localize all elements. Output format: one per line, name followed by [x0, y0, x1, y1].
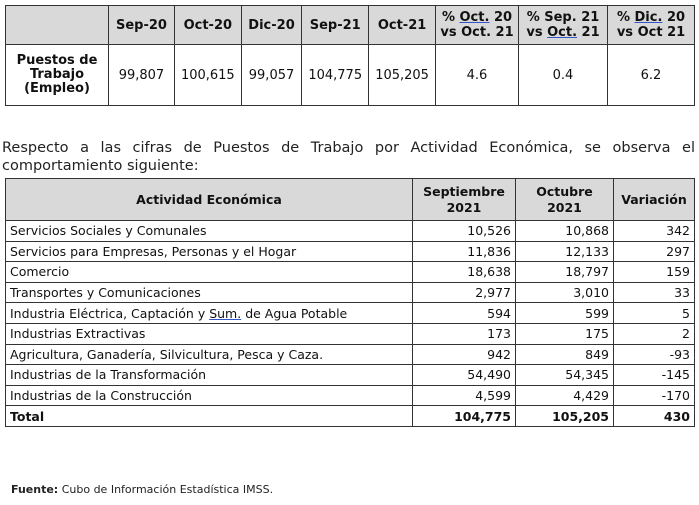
- intro-paragraph: Respecto a las cifras de Puestos de Trabajo por Actividad Económica, se observa el comportamiento siguiente:: [2, 139, 695, 174]
- summary-value-pct-dic: 6.2: [608, 45, 695, 106]
- activity-header-row: [6, 179, 695, 221]
- activity-header-sep: Septiembre 2021: [413, 179, 516, 221]
- summary-value-sep20: 99,807: [109, 45, 175, 106]
- activity-name: Industrias de la Transformación: [6, 365, 413, 386]
- activity-oct-value: 849: [516, 344, 614, 365]
- activity-sep-value: 942: [413, 344, 516, 365]
- activity-oct-value: 18,797: [516, 262, 614, 283]
- source-note: [11, 483, 273, 496]
- activity-var-value: 342: [614, 221, 695, 242]
- table-row: [6, 282, 695, 303]
- activity-header-oct: Octubre 2021: [516, 179, 614, 221]
- activity-var-value: 5: [614, 303, 695, 324]
- table-row: [6, 365, 695, 386]
- activity-name: Agricultura, Ganadería, Silvicultura, Pesca y Caza.: [6, 344, 413, 365]
- activity-header-var: Variación: [614, 179, 695, 221]
- activity-table: [5, 178, 695, 427]
- summary-table: [5, 5, 695, 106]
- total-sep-value: 104,775: [413, 406, 516, 427]
- activity-oct-value: 4,429: [516, 385, 614, 406]
- activity-oct-value: 3,010: [516, 282, 614, 303]
- summary-value-oct20: 100,615: [174, 45, 241, 106]
- summary-value-pct-sep: 0.4: [519, 45, 608, 106]
- summary-header-oct21: Oct-21: [369, 6, 436, 45]
- activity-var-value: -145: [614, 365, 695, 386]
- activity-oct-value: 599: [516, 303, 614, 324]
- activity-sep-value: 2,977: [413, 282, 516, 303]
- summary-header-pct-oct20-oct21: % Oct. 20 vs Oct. 21: [436, 6, 519, 45]
- table-row: [6, 323, 695, 344]
- source-text: Cubo de Información Estadística IMSS.: [58, 483, 274, 496]
- activity-sep-value: 18,638: [413, 262, 516, 283]
- activity-oct-value: 54,345: [516, 365, 614, 386]
- summary-header-pct-dic20-oct21: % Dic. 20 vs Oct 21: [608, 6, 695, 45]
- summary-value-dic20: 99,057: [241, 45, 302, 106]
- total-var-value: 430: [614, 406, 695, 427]
- activity-oct-value: 12,133: [516, 241, 614, 262]
- activity-name: Industrias Extractivas: [6, 323, 413, 344]
- total-oct-value: 105,205: [516, 406, 614, 427]
- summary-header-sep20: Sep-20: [109, 6, 175, 45]
- summary-row-label: Puestos de Trabajo (Empleo): [6, 45, 109, 106]
- activity-header-name: Actividad Económica: [6, 179, 413, 221]
- activity-var-value: 159: [614, 262, 695, 283]
- total-row: [6, 406, 695, 427]
- summary-corner-cell: [6, 6, 109, 45]
- summary-header-pct-sep21-oct21: % Sep. 21 vs Oct. 21: [519, 6, 608, 45]
- summary-value-oct21: 105,205: [369, 45, 436, 106]
- activity-oct-value: 175: [516, 323, 614, 344]
- table-row: [6, 221, 695, 242]
- activity-name: Servicios Sociales y Comunales: [6, 221, 413, 242]
- summary-value-sep21: 104,775: [302, 45, 369, 106]
- total-label: Total: [6, 406, 413, 427]
- activity-name: Industrias de la Construcción: [6, 385, 413, 406]
- table-row: [6, 262, 695, 283]
- activity-var-value: -93: [614, 344, 695, 365]
- summary-header-dic20: Dic-20: [241, 6, 302, 45]
- activity-name: Industria Eléctrica, Captación y Sum. de Agua Potable: [6, 303, 413, 324]
- table-row: [6, 344, 695, 365]
- table-row: [6, 303, 695, 324]
- table-row: [6, 241, 695, 262]
- activity-var-value: 297: [614, 241, 695, 262]
- activity-sep-value: 4,599: [413, 385, 516, 406]
- activity-var-value: 33: [614, 282, 695, 303]
- summary-header-oct20: Oct-20: [174, 6, 241, 45]
- activity-sep-value: 11,836: [413, 241, 516, 262]
- activity-name: Comercio: [6, 262, 413, 283]
- summary-data-row: [6, 45, 695, 106]
- summary-header-sep21: Sep-21: [302, 6, 369, 45]
- activity-sep-value: 54,490: [413, 365, 516, 386]
- table-row: [6, 385, 695, 406]
- source-label: Fuente:: [11, 483, 59, 496]
- activity-sep-value: 173: [413, 323, 516, 344]
- activity-sep-value: 594: [413, 303, 516, 324]
- activity-oct-value: 10,868: [516, 221, 614, 242]
- activity-sep-value: 10,526: [413, 221, 516, 242]
- activity-name: Transportes y Comunicaciones: [6, 282, 413, 303]
- summary-value-pct-oct: 4.6: [436, 45, 519, 106]
- activity-var-value: -170: [614, 385, 695, 406]
- summary-header-row: [6, 6, 695, 45]
- activity-name: Servicios para Empresas, Personas y el Hogar: [6, 241, 413, 262]
- activity-var-value: 2: [614, 323, 695, 344]
